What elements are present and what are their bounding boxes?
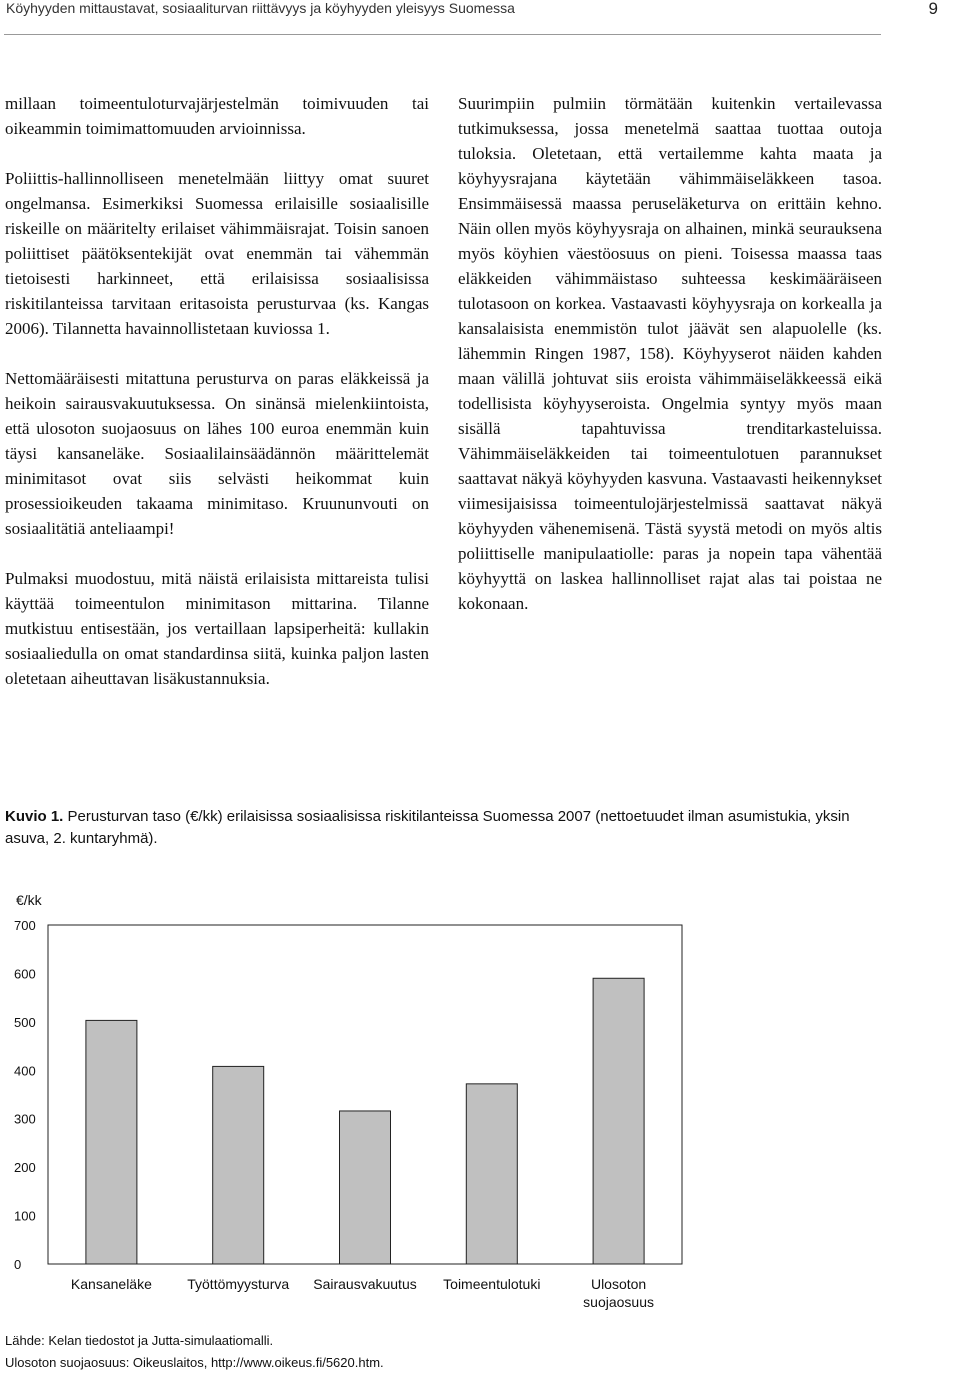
paragraph: Nettomääräisesti mitattuna perusturva on paras eläkkeissä ja heikoin sairausvakuutuksessa. On sinänsä mielenkiintoista, että ulosoton suojaosuus on lähes 100 euroa enemmän kuin täysi kansaneläke. Sosiaalilainsäädännön määrittelemät minimitasot ovat siis selvästi heikommat kuin prosessioikeuden takaama minimitaso. Kruununvouti on sosiaalitätiä anteliaampi! [5,369,429,538]
y-tick-label: 400 [14,1063,36,1079]
bar [466,1084,517,1264]
x-tick-label: Sairausvakuutus [313,1276,417,1292]
y-tick-label: 200 [14,1160,36,1176]
bar [213,1066,264,1264]
page-number: 9 [928,0,938,18]
y-tick-label: 0 [14,1257,22,1272]
y-tick-label: 100 [14,1208,36,1224]
x-tick-label: Työttömyysturva [187,1276,290,1292]
x-tick-label: Ulosoton [590,1276,647,1292]
header-divider [4,34,881,35]
x-tick-label: Kansaneläke [70,1276,152,1292]
source-notes [5,1330,384,1374]
right-column [458,91,882,641]
y-tick-label: 500 [14,1014,36,1030]
x-tick-label: suojaosuus [583,1294,655,1310]
paragraph: Poliittis-hallinnolliseen menetelmään liittyy omat suuret ongelmansa. Esimerkiksi Suomessa erilaisille sosiaalisille riskeille on määritelty erilaiset vähimmäisrajat. Toisin sanoen poliittiset päätöksentekijät ovat enemmän tai vähemmän tietoisesti harkinneet, että erilaisissa sosiaalisissa riskitilanteissa tarvitaan eritasoista perusturvaa (ks. Kangas 2006). Tilannetta havainnollistetaan kuviossa 1. [5,169,429,338]
caption-label: Kuvio 1. [5,808,64,825]
y-axis-label: €/kk [16,892,42,908]
left-column [5,91,429,716]
bar-chart [0,880,700,1320]
bar [86,1020,137,1264]
paragraph: Pulmaksi muodostuu, mitä näistä erilaisista mittareista tulisi käyttää toimeentulon minimitason mittarina. Tilanne mutkistuu entisestään, jos vertaillaan lapsiperheitä: kullakin sosiaaliedulla on omat standardinsa siitä, kuinka paljon lasten oletetaan aiheuttavan lisäkustannuksia. [5,569,429,688]
y-tick-label: 300 [14,1111,36,1127]
paragraph: millaan toimeentuloturvajärjestelmän toimivuuden tai oikeammin toimimattomuuden arvioinnissa. [5,94,429,138]
y-tick-label: 600 [14,966,36,982]
paragraph: Suurimpiin pulmiin törmätään kuitenkin vertailevassa tutkimuksessa, jossa menetelmä saattaa tuottaa outoja tuloksia. Oletetaan, että vertailemme kahta maata ja köyhyysrajana käytetään vähimmäiseläkkeen tasoa. Ensimmäisessä maassa peruseläketurva on erittäin kehno. Näin ollen myös köyhyysraja on alhainen, minkä seurauksena myös köyhien väestöosuus on pieni. Toisessa maassa taas eläkkeiden vähimmäistaso suhteessa keskimääräiseen tulotasoon on korkea. Vastaavasti köyhyysraja on korkealla ja kansalaisista enemmistön tulot jäävät sen alapuolelle (ks. lähemmin Ringen 1987, 158). Köyhyyserot näiden kahden maan välillä johtuvat siis eroista vähimmäiseläkkeessä eikä todellisista köyhyyseroista. Ongelmia syntyy myös maan sisällä tapahtuvissa trenditarkasteluissa. Vähimmäiseläkkeiden tai toimeentulotuen parannukset saattavat näkyä köyhyyden kasvuna. Vastaavasti heikennykset viimesijaisissa toimeentulojärjestelmissä saattavat näkyä köyhyyden vähenemisenä. Tästä syystä metodi on myös altis poliittiselle manipulaatiolle: paras ja nopein tapa vähentää köyhyyttä on laskea hallinnolliset rajat alas tai poistaa ne kokonaan. [458,94,882,613]
running-header: Köyhyyden mittaustavat, sosiaaliturvan riittävyys ja köyhyyden yleisyys Suomessa [6,0,515,16]
source-line: Lähde: Kelan tiedostot ja Jutta-simulaatiomalli. [5,1333,274,1348]
bar [593,978,644,1264]
y-tick-label: 700 [14,918,36,933]
caption-text: Perusturvan taso (€/kk) erilaisissa sosiaalisissa riskitilanteissa Suomessa 2007 (nettoetuudet ilman asumistukia, yksin asuva, 2. kuntaryhmä). [5,808,850,847]
source-line: Ulosoton suojaosuus: Oikeuslaitos, http://www.oikeus.fi/5620.htm. [5,1355,384,1370]
figure-caption [5,806,885,850]
bar [340,1111,391,1264]
x-tick-label: Toimeentulotuki [443,1276,541,1292]
